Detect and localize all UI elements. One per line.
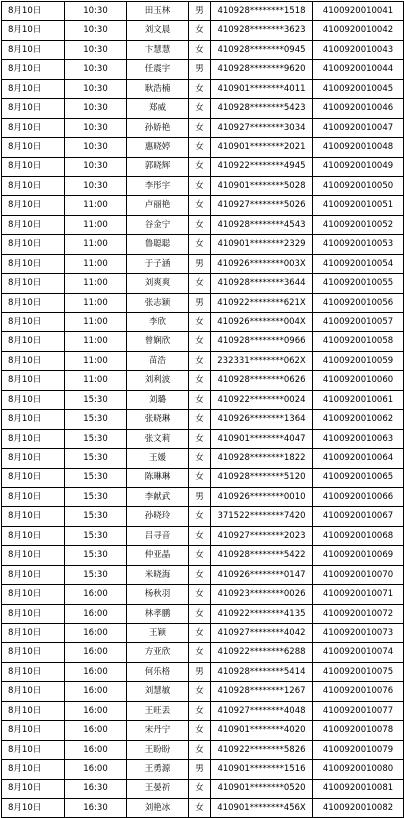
- date-cell: 8月10日: [2, 118, 65, 137]
- table-row: [2, 701, 404, 720]
- table-row: [2, 507, 404, 526]
- id-number-cell: 410922********6288: [211, 643, 313, 662]
- sex-cell: 女: [189, 274, 211, 293]
- exam-number-cell: 4100920010063: [313, 429, 404, 448]
- time-cell: 16:00: [65, 643, 127, 662]
- sex-cell: 男: [189, 662, 211, 681]
- sex-cell: 女: [189, 624, 211, 643]
- exam-number-cell: 4100920010060: [313, 371, 404, 390]
- table-row: [2, 254, 404, 273]
- date-cell: 8月10日: [2, 487, 65, 506]
- sex-cell: 女: [189, 643, 211, 662]
- name-cell: 刘利波: [127, 371, 189, 390]
- table-row: [2, 351, 404, 370]
- id-number-cell: 410901********2021: [211, 138, 313, 157]
- time-cell: 11:00: [65, 351, 127, 370]
- exam-number-cell: 4100920010069: [313, 546, 404, 565]
- table-row: [2, 546, 404, 565]
- exam-number-cell: 4100920010053: [313, 235, 404, 254]
- exam-number-cell: 4100920010045: [313, 79, 404, 98]
- date-cell: 8月10日: [2, 643, 65, 662]
- id-number-cell: 410926********0010: [211, 487, 313, 506]
- sex-cell: 男: [189, 2, 211, 21]
- name-cell: 张志颖: [127, 293, 189, 312]
- exam-number-cell: 4100920010047: [313, 118, 404, 137]
- time-cell: 15:30: [65, 526, 127, 545]
- sex-cell: 女: [189, 565, 211, 584]
- sex-cell: 男: [189, 293, 211, 312]
- id-number-cell: 410926********0147: [211, 565, 313, 584]
- date-cell: 8月10日: [2, 274, 65, 293]
- sex-cell: 女: [189, 371, 211, 390]
- table-row: [2, 565, 404, 584]
- sex-cell: 女: [189, 682, 211, 701]
- exam-number-cell: 4100920010075: [313, 662, 404, 681]
- id-number-cell: 410901********4011: [211, 79, 313, 98]
- exam-number-cell: 4100920010061: [313, 390, 404, 409]
- date-cell: 8月10日: [2, 546, 65, 565]
- time-cell: 16:00: [65, 624, 127, 643]
- sex-cell: 女: [189, 118, 211, 137]
- sex-cell: 女: [189, 449, 211, 468]
- name-cell: 张文莉: [127, 429, 189, 448]
- id-number-cell: 410927********4042: [211, 624, 313, 643]
- exam-number-cell: 4100920010073: [313, 624, 404, 643]
- date-cell: 8月10日: [2, 721, 65, 740]
- id-number-cell: 410928********1822: [211, 449, 313, 468]
- exam-number-cell: 4100920010049: [313, 157, 404, 176]
- date-cell: 8月10日: [2, 176, 65, 195]
- exam-number-cell: 4100920010066: [313, 487, 404, 506]
- time-cell: 15:30: [65, 487, 127, 506]
- time-cell: 10:30: [65, 21, 127, 40]
- table-row: [2, 176, 404, 195]
- time-cell: 15:30: [65, 565, 127, 584]
- id-number-cell: 410928********3623: [211, 21, 313, 40]
- sex-cell: 男: [189, 760, 211, 779]
- exam-number-cell: 4100920010064: [313, 449, 404, 468]
- name-cell: 耿浩楠: [127, 79, 189, 98]
- date-cell: 8月10日: [2, 585, 65, 604]
- table-row: [2, 390, 404, 409]
- id-number-cell: 410928********4543: [211, 215, 313, 234]
- date-cell: 8月10日: [2, 604, 65, 623]
- id-number-cell: 410926********1364: [211, 410, 313, 429]
- time-cell: 16:00: [65, 721, 127, 740]
- sex-cell: 女: [189, 779, 211, 798]
- sex-cell: 女: [189, 507, 211, 526]
- sex-cell: 女: [189, 215, 211, 234]
- table-row: [2, 157, 404, 176]
- date-cell: 8月10日: [2, 662, 65, 681]
- table-row: [2, 779, 404, 798]
- exam-number-cell: 4100920010076: [313, 682, 404, 701]
- exam-number-cell: 4100920010052: [313, 215, 404, 234]
- time-cell: 11:00: [65, 313, 127, 332]
- name-cell: 何乐格: [127, 662, 189, 681]
- name-cell: 仲亚晶: [127, 546, 189, 565]
- table-row: [2, 79, 404, 98]
- exam-number-cell: 4100920010071: [313, 585, 404, 604]
- name-cell: 苗浩: [127, 351, 189, 370]
- date-cell: 8月10日: [2, 351, 65, 370]
- time-cell: 10:30: [65, 138, 127, 157]
- exam-number-cell: 4100920010058: [313, 332, 404, 351]
- id-number-cell: 410926********004X: [211, 313, 313, 332]
- date-cell: 8月10日: [2, 371, 65, 390]
- date-cell: 8月10日: [2, 526, 65, 545]
- table-row: [2, 604, 404, 623]
- name-cell: 孙娇艳: [127, 118, 189, 137]
- id-number-cell: 410922********4945: [211, 157, 313, 176]
- sex-cell: 女: [189, 546, 211, 565]
- table-row: [2, 643, 404, 662]
- table-row: [2, 2, 404, 21]
- exam-number-cell: 4100920010068: [313, 526, 404, 545]
- exam-number-cell: 4100920010079: [313, 740, 404, 759]
- table-row: [2, 760, 404, 779]
- table-row: [2, 798, 404, 817]
- sex-cell: 女: [189, 798, 211, 817]
- time-cell: 16:00: [65, 662, 127, 681]
- time-cell: 15:30: [65, 546, 127, 565]
- date-cell: 8月10日: [2, 313, 65, 332]
- table-row: [2, 313, 404, 332]
- name-cell: 王晏祈: [127, 779, 189, 798]
- id-number-cell: 410923********0026: [211, 585, 313, 604]
- date-cell: 8月10日: [2, 157, 65, 176]
- exam-number-cell: 4100920010044: [313, 60, 404, 79]
- sex-cell: 女: [189, 721, 211, 740]
- table-row: [2, 487, 404, 506]
- name-cell: 曾娴欣: [127, 332, 189, 351]
- date-cell: 8月10日: [2, 2, 65, 21]
- table-row: [2, 196, 404, 215]
- sex-cell: 男: [189, 254, 211, 273]
- time-cell: 10:30: [65, 40, 127, 59]
- roster-sheet: [1, 1, 403, 818]
- time-cell: 10:30: [65, 79, 127, 98]
- sex-cell: 女: [189, 604, 211, 623]
- exam-number-cell: 4100920010043: [313, 40, 404, 59]
- sex-cell: 女: [189, 351, 211, 370]
- id-number-cell: 410927********3034: [211, 118, 313, 137]
- table-row: [2, 293, 404, 312]
- id-number-cell: 410927********4048: [211, 701, 313, 720]
- id-number-cell: 410926********003X: [211, 254, 313, 273]
- sex-cell: 女: [189, 429, 211, 448]
- table-row: [2, 99, 404, 118]
- id-number-cell: 410901********0520: [211, 779, 313, 798]
- name-cell: 卞慧慧: [127, 40, 189, 59]
- sex-cell: 女: [189, 138, 211, 157]
- time-cell: 15:30: [65, 429, 127, 448]
- id-number-cell: 410928********0626: [211, 371, 313, 390]
- id-number-cell: 410901********4047: [211, 429, 313, 448]
- exam-number-cell: 4100920010041: [313, 2, 404, 21]
- id-number-cell: 410928********9620: [211, 60, 313, 79]
- table-row: [2, 526, 404, 545]
- date-cell: 8月10日: [2, 79, 65, 98]
- id-number-cell: 410928********0945: [211, 40, 313, 59]
- date-cell: 8月10日: [2, 40, 65, 59]
- time-cell: 16:00: [65, 740, 127, 759]
- name-cell: 任震宇: [127, 60, 189, 79]
- time-cell: 11:00: [65, 215, 127, 234]
- table-row: [2, 585, 404, 604]
- table-row: [2, 662, 404, 681]
- date-cell: 8月10日: [2, 99, 65, 118]
- roster-table: [1, 1, 404, 818]
- name-cell: 杨秋羽: [127, 585, 189, 604]
- table-row: [2, 721, 404, 740]
- exam-number-cell: 4100920010072: [313, 604, 404, 623]
- time-cell: 11:00: [65, 293, 127, 312]
- date-cell: 8月10日: [2, 701, 65, 720]
- table-row: [2, 60, 404, 79]
- name-cell: 王颖: [127, 624, 189, 643]
- name-cell: 鲁聪聪: [127, 235, 189, 254]
- table-row: [2, 40, 404, 59]
- exam-number-cell: 4100920010074: [313, 643, 404, 662]
- exam-number-cell: 4100920010056: [313, 293, 404, 312]
- exam-number-cell: 4100920010054: [313, 254, 404, 273]
- name-cell: 李欣: [127, 313, 189, 332]
- time-cell: 16:30: [65, 779, 127, 798]
- roster-table-body: [2, 2, 404, 818]
- table-row: [2, 468, 404, 487]
- exam-number-cell: 4100920010081: [313, 779, 404, 798]
- id-number-cell: 410901********4020: [211, 721, 313, 740]
- exam-number-cell: 4100920010059: [313, 351, 404, 370]
- date-cell: 8月10日: [2, 235, 65, 254]
- date-cell: 8月10日: [2, 196, 65, 215]
- id-number-cell: 410922********621X: [211, 293, 313, 312]
- table-row: [2, 624, 404, 643]
- date-cell: 8月10日: [2, 254, 65, 273]
- table-row: [2, 118, 404, 137]
- time-cell: 11:00: [65, 332, 127, 351]
- time-cell: 11:00: [65, 235, 127, 254]
- exam-number-cell: 4100920010082: [313, 798, 404, 817]
- name-cell: 刘艳冰: [127, 798, 189, 817]
- date-cell: 8月10日: [2, 138, 65, 157]
- name-cell: 张晓琳: [127, 410, 189, 429]
- time-cell: 11:00: [65, 254, 127, 273]
- date-cell: 8月10日: [2, 410, 65, 429]
- table-row: [2, 332, 404, 351]
- date-cell: 8月10日: [2, 682, 65, 701]
- table-row: [2, 21, 404, 40]
- time-cell: 15:30: [65, 507, 127, 526]
- time-cell: 15:30: [65, 410, 127, 429]
- exam-number-cell: 4100920010078: [313, 721, 404, 740]
- exam-number-cell: 4100920010046: [313, 99, 404, 118]
- id-number-cell: 410901********456X: [211, 798, 313, 817]
- id-number-cell: 410927********5026: [211, 196, 313, 215]
- id-number-cell: 410928********3644: [211, 274, 313, 293]
- time-cell: 15:30: [65, 449, 127, 468]
- sex-cell: 女: [189, 701, 211, 720]
- date-cell: 8月10日: [2, 21, 65, 40]
- id-number-cell: 410922********5826: [211, 740, 313, 759]
- sex-cell: 女: [189, 468, 211, 487]
- exam-number-cell: 4100920010077: [313, 701, 404, 720]
- sex-cell: 女: [189, 21, 211, 40]
- name-cell: 惠晓婷: [127, 138, 189, 157]
- time-cell: 16:00: [65, 604, 127, 623]
- table-row: [2, 682, 404, 701]
- sex-cell: 女: [189, 740, 211, 759]
- id-number-cell: 410928********5414: [211, 662, 313, 681]
- time-cell: 11:00: [65, 274, 127, 293]
- id-number-cell: 232331********062X: [211, 351, 313, 370]
- time-cell: 16:00: [65, 682, 127, 701]
- name-cell: 林孝鹏: [127, 604, 189, 623]
- date-cell: 8月10日: [2, 332, 65, 351]
- name-cell: 李彤宇: [127, 176, 189, 195]
- name-cell: 孙晓玲: [127, 507, 189, 526]
- id-number-cell: 410928********1267: [211, 682, 313, 701]
- time-cell: 10:30: [65, 60, 127, 79]
- sex-cell: 女: [189, 176, 211, 195]
- date-cell: 8月10日: [2, 468, 65, 487]
- sex-cell: 女: [189, 585, 211, 604]
- name-cell: 王盼盼: [127, 740, 189, 759]
- sex-cell: 男: [189, 487, 211, 506]
- date-cell: 8月10日: [2, 760, 65, 779]
- time-cell: 10:30: [65, 2, 127, 21]
- table-row: [2, 274, 404, 293]
- date-cell: 8月10日: [2, 798, 65, 817]
- exam-number-cell: 4100920010042: [313, 21, 404, 40]
- time-cell: 10:30: [65, 99, 127, 118]
- id-number-cell: 410928********0966: [211, 332, 313, 351]
- date-cell: 8月10日: [2, 565, 65, 584]
- exam-number-cell: 4100920010080: [313, 760, 404, 779]
- sex-cell: 女: [189, 196, 211, 215]
- table-row: [2, 215, 404, 234]
- sex-cell: 女: [189, 313, 211, 332]
- id-number-cell: 410901********2329: [211, 235, 313, 254]
- date-cell: 8月10日: [2, 779, 65, 798]
- date-cell: 8月10日: [2, 390, 65, 409]
- sex-cell: 女: [189, 99, 211, 118]
- name-cell: 刘慧敏: [127, 682, 189, 701]
- name-cell: 米晓海: [127, 565, 189, 584]
- id-number-cell: 410901********1516: [211, 760, 313, 779]
- id-number-cell: 410922********4135: [211, 604, 313, 623]
- time-cell: 10:30: [65, 176, 127, 195]
- exam-number-cell: 4100920010067: [313, 507, 404, 526]
- id-number-cell: 410927********2023: [211, 526, 313, 545]
- sex-cell: 女: [189, 390, 211, 409]
- sex-cell: 女: [189, 79, 211, 98]
- name-cell: 刘璐: [127, 390, 189, 409]
- date-cell: 8月10日: [2, 624, 65, 643]
- date-cell: 8月10日: [2, 507, 65, 526]
- sex-cell: 女: [189, 410, 211, 429]
- name-cell: 王旺丢: [127, 701, 189, 720]
- table-row: [2, 740, 404, 759]
- exam-number-cell: 4100920010065: [313, 468, 404, 487]
- exam-number-cell: 4100920010057: [313, 313, 404, 332]
- sex-cell: 男: [189, 60, 211, 79]
- name-cell: 刘爽爽: [127, 274, 189, 293]
- id-number-cell: 410901********5028: [211, 176, 313, 195]
- id-number-cell: 410928********5422: [211, 546, 313, 565]
- date-cell: 8月10日: [2, 293, 65, 312]
- date-cell: 8月10日: [2, 215, 65, 234]
- time-cell: 11:00: [65, 196, 127, 215]
- name-cell: 刘文晨: [127, 21, 189, 40]
- name-cell: 宋丹宁: [127, 721, 189, 740]
- exam-number-cell: 4100920010070: [313, 565, 404, 584]
- sex-cell: 女: [189, 332, 211, 351]
- time-cell: 16:00: [65, 760, 127, 779]
- name-cell: 谷金宁: [127, 215, 189, 234]
- table-row: [2, 235, 404, 254]
- time-cell: 10:30: [65, 118, 127, 137]
- date-cell: 8月10日: [2, 449, 65, 468]
- id-number-cell: 410928********5120: [211, 468, 313, 487]
- id-number-cell: 410928********5423: [211, 99, 313, 118]
- table-row: [2, 138, 404, 157]
- time-cell: 15:30: [65, 390, 127, 409]
- name-cell: 于子涵: [127, 254, 189, 273]
- sex-cell: 女: [189, 235, 211, 254]
- table-row: [2, 410, 404, 429]
- sex-cell: 女: [189, 157, 211, 176]
- name-cell: 李献武: [127, 487, 189, 506]
- exam-number-cell: 4100920010055: [313, 274, 404, 293]
- name-cell: 吕寻音: [127, 526, 189, 545]
- id-number-cell: 371522********7420: [211, 507, 313, 526]
- name-cell: 王媛: [127, 449, 189, 468]
- exam-number-cell: 4100920010050: [313, 176, 404, 195]
- name-cell: 郭晓辉: [127, 157, 189, 176]
- time-cell: 10:30: [65, 157, 127, 176]
- name-cell: 王勇源: [127, 760, 189, 779]
- name-cell: 田玉林: [127, 2, 189, 21]
- date-cell: 8月10日: [2, 740, 65, 759]
- table-row: [2, 429, 404, 448]
- name-cell: 卢丽艳: [127, 196, 189, 215]
- name-cell: 郑威: [127, 99, 189, 118]
- date-cell: 8月10日: [2, 429, 65, 448]
- table-row: [2, 371, 404, 390]
- table-row: [2, 449, 404, 468]
- id-number-cell: 410922********0024: [211, 390, 313, 409]
- time-cell: 16:00: [65, 585, 127, 604]
- time-cell: 15:30: [65, 468, 127, 487]
- name-cell: 方亚欣: [127, 643, 189, 662]
- date-cell: 8月10日: [2, 60, 65, 79]
- exam-number-cell: 4100920010062: [313, 410, 404, 429]
- name-cell: 陈琳琳: [127, 468, 189, 487]
- sex-cell: 女: [189, 526, 211, 545]
- time-cell: 16:00: [65, 701, 127, 720]
- sex-cell: 女: [189, 40, 211, 59]
- exam-number-cell: 4100920010051: [313, 196, 404, 215]
- id-number-cell: 410928********1518: [211, 2, 313, 21]
- time-cell: 16:30: [65, 798, 127, 817]
- time-cell: 11:00: [65, 371, 127, 390]
- exam-number-cell: 4100920010048: [313, 138, 404, 157]
